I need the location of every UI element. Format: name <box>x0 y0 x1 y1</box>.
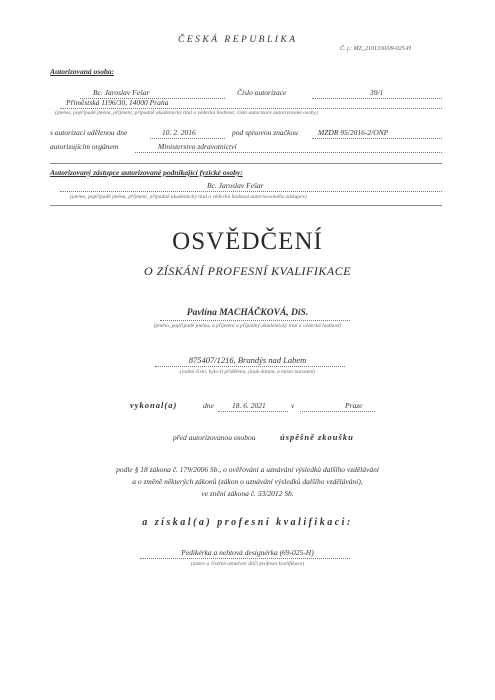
country-header: ČESKÁ REPUBLIKA <box>178 35 298 45</box>
authorized-person-note: (jméno, popřípadě jména, příjmení, případně akademický titul a vědecká hodnost, číslo autorizace autorizované osoby) <box>55 110 318 116</box>
exam-date-label: dne <box>203 401 214 410</box>
representative-note: (jméno, popřípadě jména, příjmení, případně akademický titul a vědecká hodnost autorizovaného zástupce) <box>70 194 307 200</box>
exam-place-label: v <box>291 401 295 410</box>
dotted-line <box>140 558 350 559</box>
law-line-1: podle § 18 zákona č. 179/2006 Sb., o ověřování a uznávání výsledků dalšího vzdělávání <box>116 465 379 474</box>
qualification-note: (název a číselné označení dílčí profesní kvalifikace) <box>190 561 305 567</box>
dotted-line <box>135 152 442 153</box>
exam-before-text: před autorizovanou osobou <box>173 433 256 442</box>
dotted-line <box>155 366 345 367</box>
authorizing-body: Ministerstvo zdravotnictví <box>158 142 237 151</box>
authorized-person-label: Autorizovaná osoba: <box>50 67 114 76</box>
holder-name-note: (jméno, popřípadě jména, a příjmení a případný akademický titul a vědecká hodnost) <box>153 323 342 329</box>
exam-place: Praze <box>345 401 363 410</box>
qualification-heading: a získal(a) profesní kvalifikaci: <box>142 517 353 528</box>
law-line-2: a o změně některých zákonů (zákon o uznávání výsledků dalšího vzdělávání), <box>132 477 363 486</box>
file-number-label: pod spisovou značkou <box>232 128 298 137</box>
dotted-line <box>60 108 442 109</box>
granted-date: 10. 2. 2016 <box>162 128 196 137</box>
dotted-line <box>150 138 225 139</box>
reference-number: Č. j.: MZ_2101330/09-025-H <box>340 46 411 52</box>
certificate-title: OSVĚDČENÍ <box>172 228 323 255</box>
file-number: MZDR 95/2016-2/ONP <box>318 128 389 137</box>
exam-label: vykonal(a) <box>130 400 178 410</box>
dotted-line <box>218 411 288 412</box>
holder-id-note: (rodné číslo, bylo-li přiděleno, jinak datum, a místo narození) <box>179 369 316 375</box>
granted-label: s autorizací udělenou dne <box>50 128 128 137</box>
holder-name: Pavlína MACHÁČKOVÁ, DiS. <box>186 308 309 318</box>
exam-success-text: úspěšně zkoušku <box>280 432 354 442</box>
holder-id-place: 875407/1216, Brandýs nad Labem <box>188 355 307 365</box>
authorized-person-address: Příměstská 1196/30, 14000 Praha <box>66 98 169 107</box>
authorizing-body-label: autorizujícím orgánem <box>50 142 119 151</box>
authorization-number: 39/1 <box>370 88 384 97</box>
authorized-person-name: Bc. Jaroslav Fešar <box>93 88 150 97</box>
representative-label: Autorizovaný zástupce autorizované podnikající fyzické osoby: <box>50 168 243 177</box>
qualification-name: Pedikérka a nehtová designérka (69-025-H) <box>181 548 314 557</box>
law-line-3: ve znění zákona č. 53/2012 Sb. <box>201 489 294 498</box>
section-divider <box>50 205 442 206</box>
dotted-line <box>160 320 350 321</box>
dotted-line <box>312 98 442 99</box>
dotted-line <box>312 138 442 139</box>
representative-name: Bc. Jaroslav Fešar <box>207 181 264 190</box>
authorization-number-label: Číslo autorizace <box>237 88 287 97</box>
dotted-line <box>300 411 375 412</box>
exam-date: 18. 6. 2021 <box>232 401 266 410</box>
dotted-line <box>60 191 442 192</box>
section-divider <box>50 163 442 164</box>
certificate-subtitle: O ZÍSKÁNÍ PROFESNÍ KVALIFIKACE <box>143 264 352 278</box>
